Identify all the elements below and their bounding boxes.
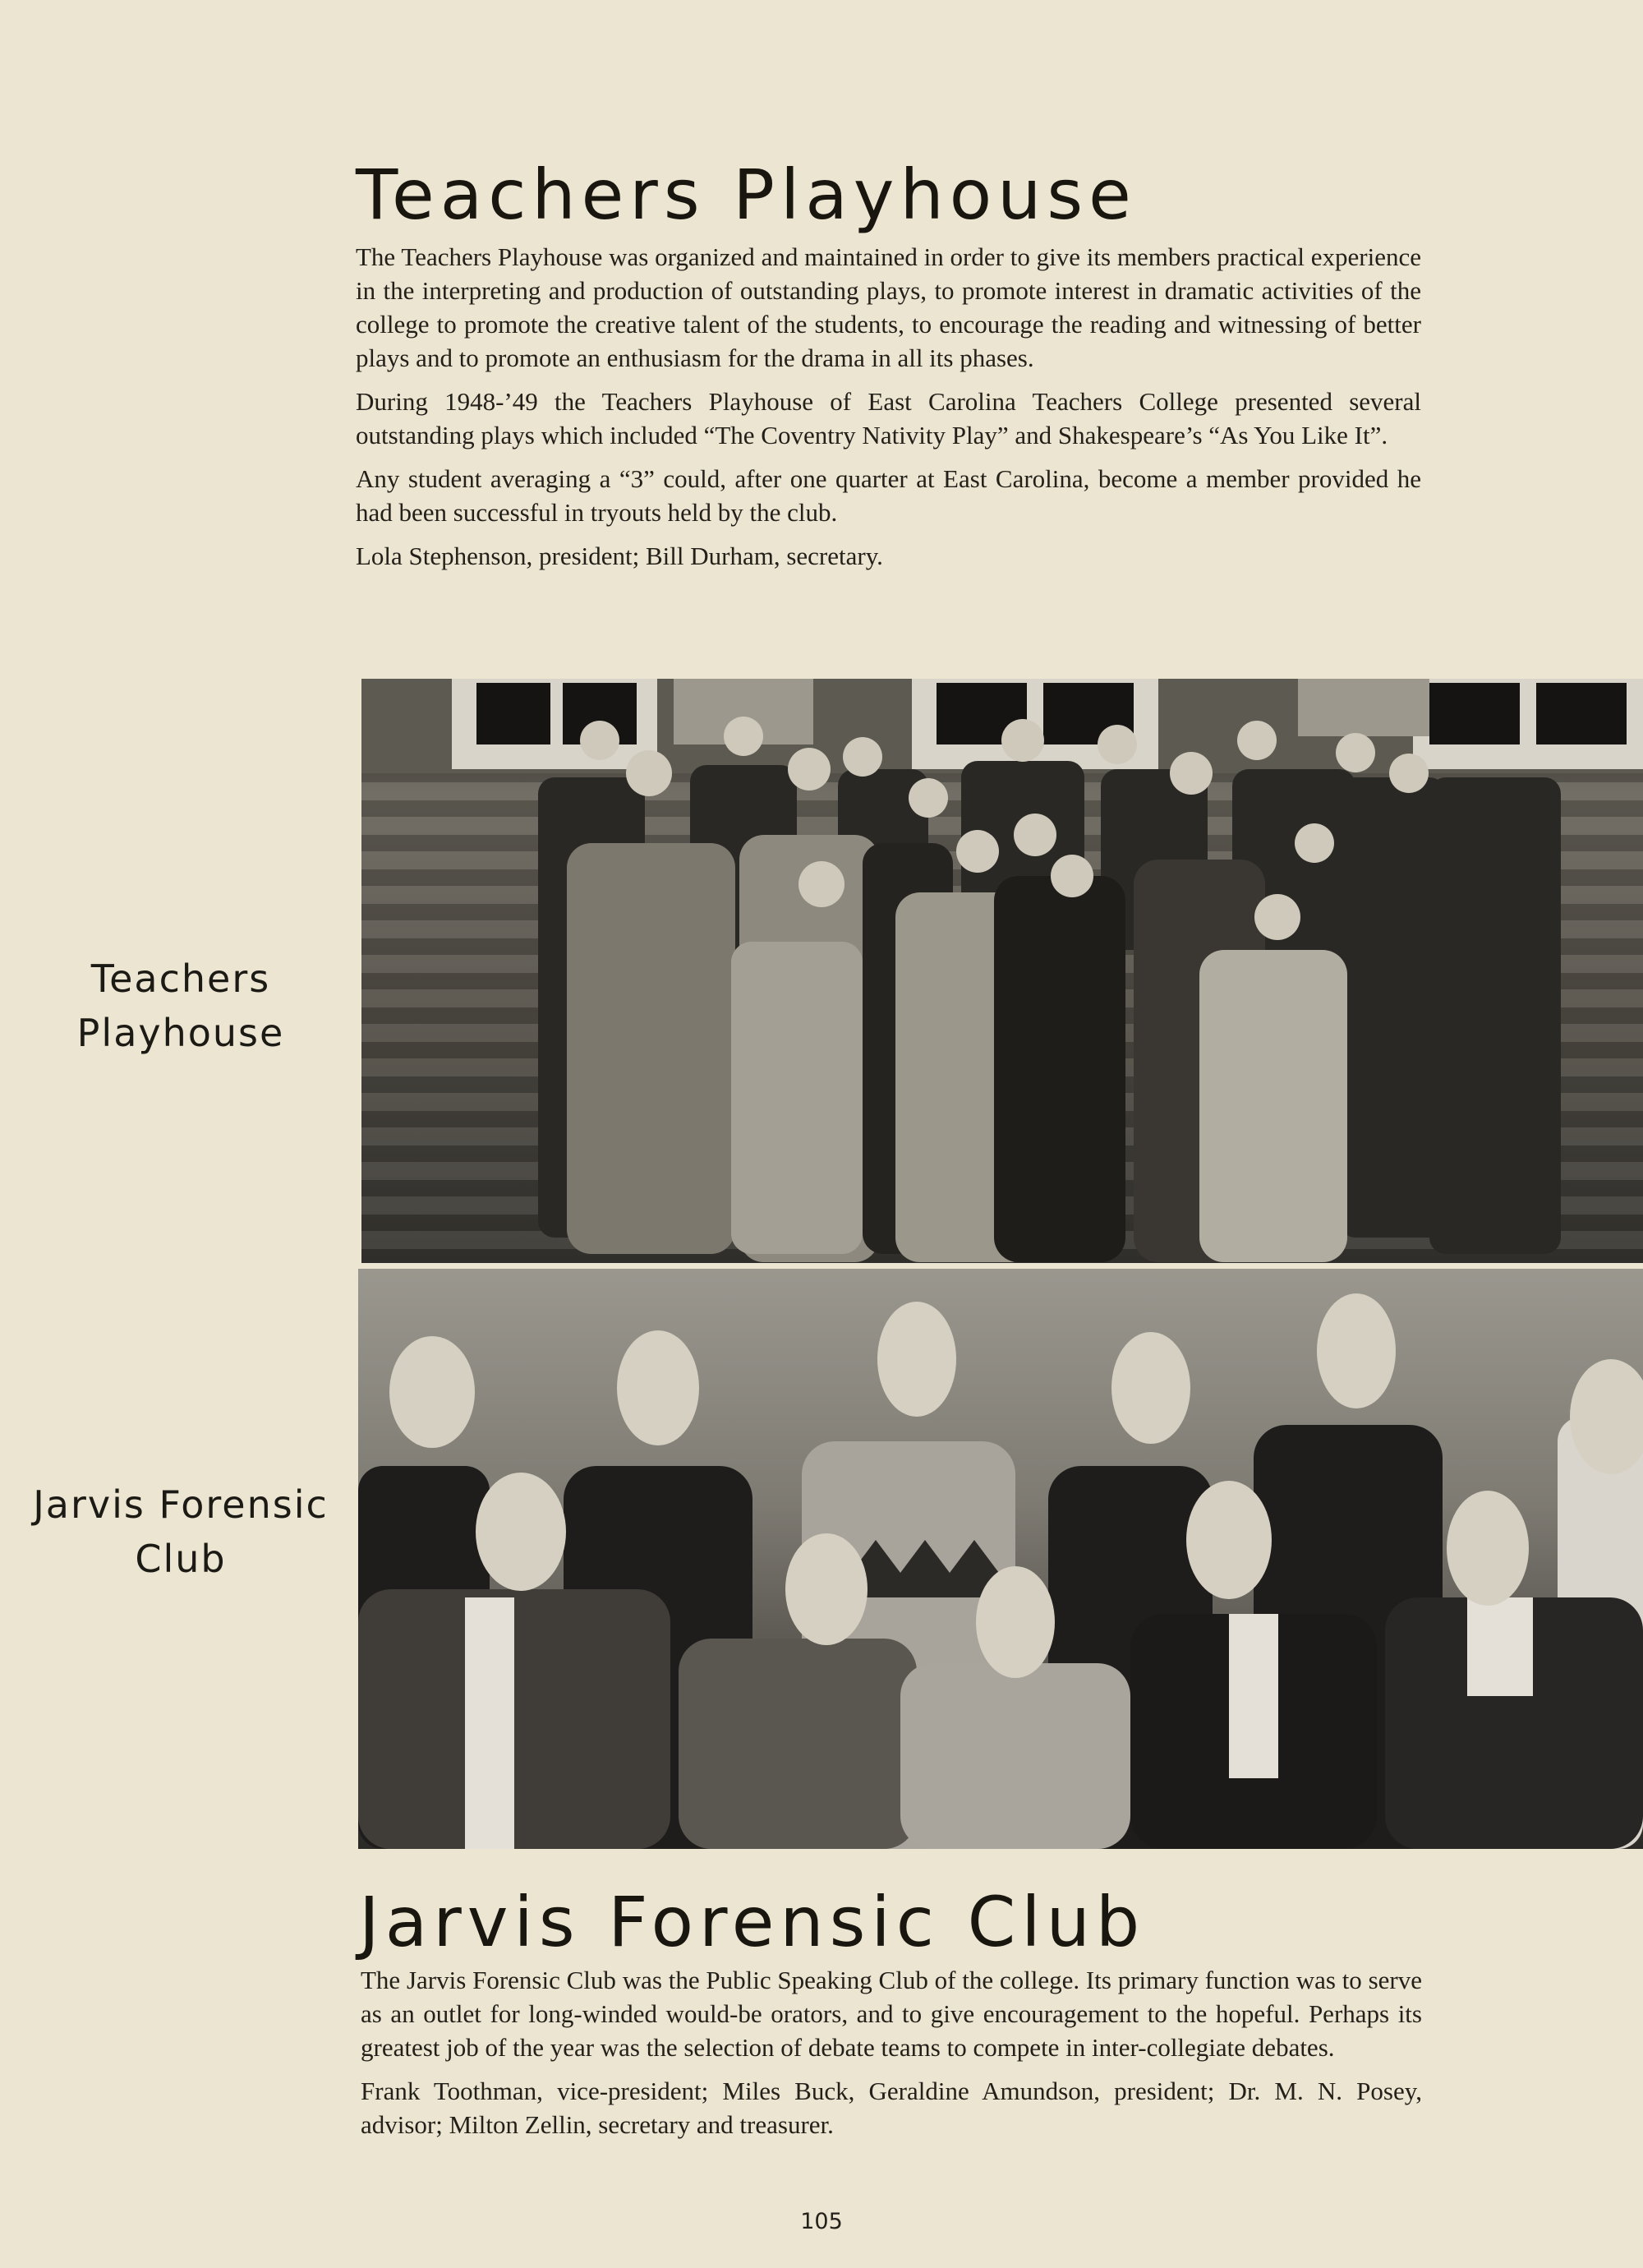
jarvis-group-photo [358,1269,1643,1849]
jarvis-side-label [16,1477,345,1586]
playhouse-officers: Lola Stephenson, president; Bill Durham, secretary. [356,542,883,570]
playhouse-photo-scene [361,679,1643,1263]
playhouse-paragraph-2: During 1948-’49 the Teachers Playhouse of East Carolina Teachers College presented several outstanding plays which included “The Coventry Nativity Play” and Shakespeare’s “As You Like It”. [356,387,1421,449]
jarvis-side-label-line2: Club [135,1537,227,1581]
jarvis-heading: Jarvis Forensic Club [359,1882,1146,1962]
jarvis-photo-scene [358,1269,1643,1849]
jarvis-side-label-line1: Jarvis Forensic [33,1482,329,1527]
playhouse-group-photo [361,679,1643,1263]
playhouse-side-label [33,952,329,1060]
jarvis-paragraph-1: The Jarvis Forensic Club was the Public Speaking Club of the college. Its primary function was to serve as an outlet for long-winded would-be orators, and to give encouragement to the hopeful. Perhaps its greatest job of the year was the selection of debate teams to compete in inter-collegiate debates. [361,1966,1422,2062]
jarvis-description [361,1963,1422,2151]
page-number: 105 [800,2209,843,2234]
playhouse-side-label-line1: Teachers [90,957,271,1001]
playhouse-description [356,240,1421,583]
playhouse-paragraph-1: The Teachers Playhouse was organized and maintained in order to give its members practical experience in the interpreting and production of outstanding plays, to promote interest in dramatic activities of the college to promote the creative talent of the students, to encourage the reading and witnessing of better plays and to promote an enthusiasm for the drama in all its phases. [356,242,1421,372]
playhouse-side-label-line2: Playhouse [76,1011,285,1055]
jarvis-officers: Frank Toothman, vice-president; Miles Buck, Geraldine Amundson, president; Dr. M. N. Posey, advisor; Milton Zellin, secretary and treasurer. [361,2077,1422,2139]
playhouse-heading: Teachers Playhouse [356,154,1137,235]
playhouse-paragraph-3: Any student averaging a “3” could, after one quarter at East Carolina, become a member provided he had been successful in tryouts held by the club. [356,464,1421,527]
